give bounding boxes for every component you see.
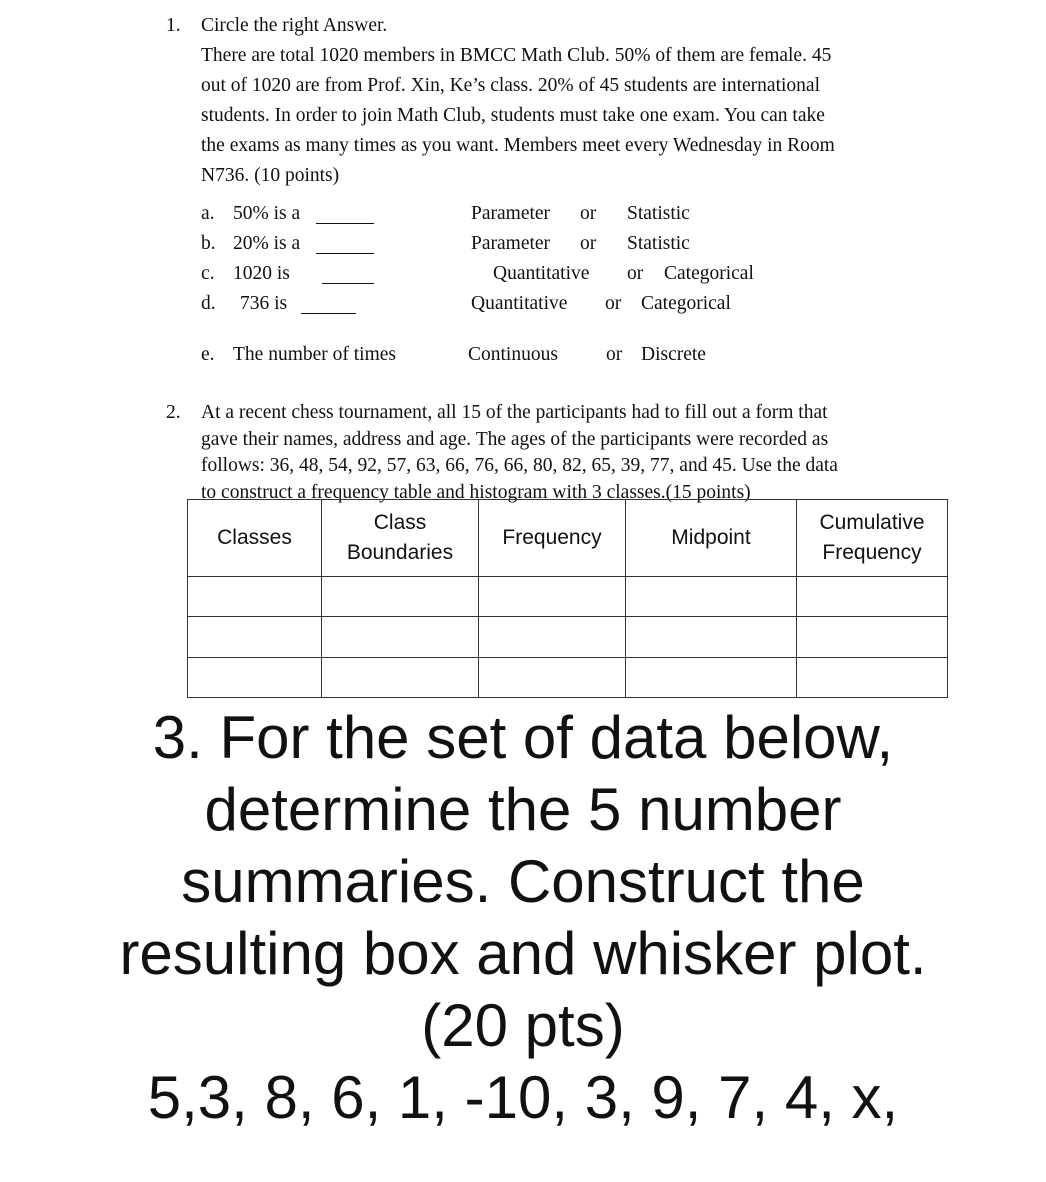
item-b-answer-blank[interactable] — [316, 234, 374, 254]
header-class-boundaries: Class Boundaries — [322, 500, 479, 577]
question-3-line: determine the 5 number — [204, 776, 842, 843]
table-row — [188, 657, 948, 697]
item-e-text: The number of times — [233, 344, 396, 365]
question-1-line: There are total 1020 members in BMCC Math Club. 50% of them are female. 45 — [201, 45, 832, 66]
item-c-option-1[interactable]: Quantitative — [493, 263, 590, 284]
question-1-text — [201, 11, 966, 191]
item-d-answer-blank[interactable] — [301, 294, 356, 314]
item-d-text: 736 is — [240, 293, 288, 314]
table-cell[interactable] — [479, 577, 626, 617]
item-d-label: d. — [201, 293, 216, 314]
table-cell[interactable] — [797, 617, 948, 657]
item-a-option-2[interactable]: Statistic — [627, 203, 690, 224]
table-cell[interactable] — [479, 617, 626, 657]
question-1-line: students. In order to join Math Club, students must take one exam. You can take — [201, 105, 825, 126]
table-cell[interactable] — [626, 657, 797, 697]
question-2-line: At a recent chess tournament, all 15 of the participants had to fill out a form that — [201, 402, 828, 423]
item-b-or: or — [580, 233, 597, 254]
table-cell[interactable] — [322, 617, 479, 657]
table-row — [188, 617, 948, 657]
item-d-option-2[interactable]: Categorical — [641, 293, 731, 314]
question-3-data: 5,3, 8, 6, 1, -10, 3, 9, 7, 4, x, — [147, 1064, 899, 1131]
table-cell[interactable] — [797, 657, 948, 697]
item-c-option-2[interactable]: Categorical — [664, 263, 754, 284]
item-a-option-1[interactable]: Parameter — [471, 203, 551, 224]
frequency-table-header-row — [188, 500, 948, 577]
table-cell[interactable] — [188, 577, 322, 617]
question-3-line: resulting box and whisker plot. — [119, 920, 927, 987]
item-a-text: 50% is a — [233, 203, 301, 224]
header-midpoint: Midpoint — [626, 500, 797, 577]
header-cumulative-frequency: Cumulative Frequency — [797, 500, 948, 577]
item-e-option-1[interactable]: Continuous — [468, 344, 558, 365]
item-b-text: 20% is a — [233, 233, 301, 254]
item-d-or: or — [605, 293, 622, 314]
question-1 — [166, 11, 966, 191]
header-frequency: Frequency — [479, 500, 626, 577]
question-3 — [0, 702, 1046, 1134]
question-2-text — [201, 400, 966, 506]
question-3-line: 3. For the set of data below, — [152, 704, 894, 771]
table-cell[interactable] — [322, 577, 479, 617]
item-a-or: or — [580, 203, 597, 224]
question-2-number: 2. — [166, 402, 181, 423]
table-cell[interactable] — [479, 657, 626, 697]
item-c-answer-blank[interactable] — [322, 264, 374, 284]
question-2-line: to construct a frequency table and histogram with 3 classes.(15 points) — [201, 481, 751, 503]
item-c-or: or — [627, 263, 644, 284]
item-e-label: e. — [201, 344, 215, 365]
question-1-line: the exams as many times as you want. Members meet every Wednesday in Room — [201, 135, 835, 156]
item-e-option-2[interactable]: Discrete — [641, 344, 706, 365]
frequency-table — [187, 499, 948, 698]
item-b-label: b. — [201, 233, 216, 254]
question-1-line: out of 1020 are from Prof. Xin, Ke’s class. 20% of 45 students are international — [201, 75, 820, 96]
table-cell[interactable] — [322, 657, 479, 697]
header-classes: Classes — [188, 500, 322, 577]
item-b-option-2[interactable]: Statistic — [627, 233, 690, 254]
item-a-answer-blank[interactable] — [316, 204, 374, 224]
table-cell[interactable] — [188, 657, 322, 697]
table-cell[interactable] — [626, 617, 797, 657]
table-cell[interactable] — [188, 617, 322, 657]
question-1-line: Circle the right Answer. — [201, 15, 388, 36]
item-e-or: or — [606, 344, 623, 365]
item-d-option-1[interactable]: Quantitative — [471, 293, 568, 314]
question-2 — [166, 400, 966, 506]
question-1-number: 1. — [166, 15, 181, 36]
item-c-label: c. — [201, 263, 215, 284]
question-3-line: summaries. Construct the — [181, 848, 865, 915]
table-row — [188, 577, 948, 617]
item-c-text: 1020 is — [233, 263, 290, 284]
item-b-option-1[interactable]: Parameter — [471, 233, 551, 254]
question-3-line: (20 pts) — [421, 992, 625, 1059]
item-a-label: a. — [201, 203, 215, 224]
question-2-line: gave their names, address and age. The ages of the participants were recorded as — [201, 428, 829, 450]
table-cell[interactable] — [626, 577, 797, 617]
table-cell[interactable] — [797, 577, 948, 617]
question-1-line: N736. (10 points) — [201, 165, 340, 186]
question-2-line: follows: 36, 48, 54, 92, 57, 63, 66, 76, 66, 80, 82, 65, 39, 77, and 45. Use the data — [201, 455, 838, 476]
